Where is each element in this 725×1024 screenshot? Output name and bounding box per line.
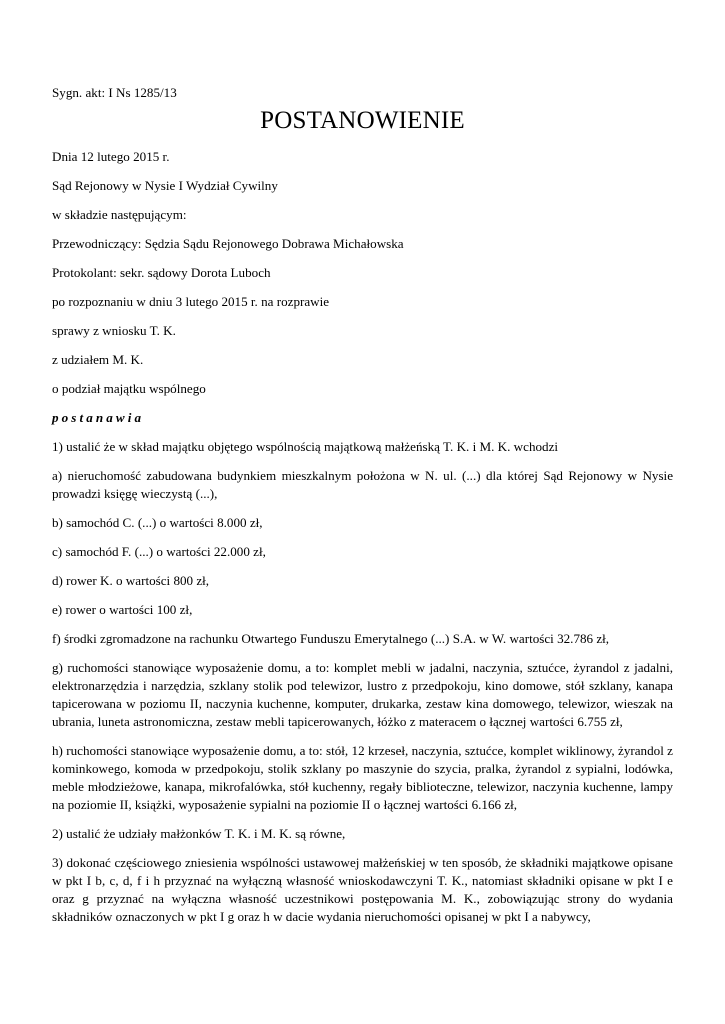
paragraph-1g: g) ruchomości stanowiące wyposażenie domu, a to: komplet mebli w jadalni, naczynia, sztućce, żyrandol z jadalni, elektronarzędzia i narzędzia, szklany stolik pod telewizor, lustro z przedpokoju, kino domowe, stół szklany, kanapa tapicerowana w poziomu II, naczynia kuchenne, komputer, drukarka, zestaw kina domowego, telewizor, wieszak na ubrania, luneta astronomiczna, zestaw mebli tapicerowanych, łóżko z materacem o łącznej wartości 6.755 zł, (52, 660, 673, 729)
presiding-judge: Przewodniczący: Sędzia Sądu Rejonowego Dobrawa Michałowska (52, 236, 404, 251)
court-clerk: Protokolant: sekr. sądowy Dorota Luboch (52, 265, 271, 280)
applicant: sprawy z wniosku T. K. (52, 323, 176, 338)
document-title: POSTANOWIENIE (260, 107, 465, 134)
paragraph-1e: e) rower o wartości 100 zł, (52, 602, 193, 617)
paragraph-1: 1) ustalić że w skład majątku objętego wspólnością majątkową małżeńską T. K. i M. K. wchodzi (52, 439, 559, 454)
paragraph-1a: a) nieruchomość zabudowana budynkiem mieszkalnym położona w N. ul. (...) dla której Sąd Rejonowy w Nysie prowadzi księgę wieczystą (...), (52, 468, 673, 501)
court-name: Sąd Rejonowy w Nysie I Wydział Cywilny (52, 178, 278, 193)
hearing-date: po rozpoznaniu w dniu 3 lutego 2015 r. na rozprawie (52, 294, 330, 309)
paragraph-1d: d) rower K. o wartości 800 zł, (52, 573, 210, 588)
paragraph-3: 3) dokonać częściowego zniesienia wspólności ustawowej małżeńskiej w ten sposób, że składniki majątkowe opisane w pkt I b, c, d, f i h przyznać na wyłączną własność wnioskodawczyni T. K., natomiast składniki opisane w pkt I e oraz g przyznać na wyłączna własność uczestnikowi postępowania M. K., zobowiązując strony do wydania składników oznaczonych w pkt I g oraz h w dacie wydania nieruchomości opisanej w pkt I a nabywcy, (52, 855, 673, 924)
document-page (52, 84, 673, 937)
paragraph-1f: f) środki zgromadzone na rachunku Otwartego Funduszu Emerytalnego (...) S.A. w W. wartości 32.786 zł, (52, 631, 610, 646)
case-number: Sygn. akt: I Ns 1285/13 (52, 85, 177, 100)
composition-label: w składzie następującym: (52, 207, 187, 222)
participant: z udziałem M. K. (52, 352, 144, 367)
paragraph-1h: h) ruchomości stanowiące wyposażenie domu, a to: stół, 12 krzeseł, naczynia, sztućce, komplet wiklinowy, żyrandol z kominkowego, komoda w przedpokoju, stolik szklany po maszynie do szycia, pralka, żyrandol z sypialni, lodówka, meble młodzieżowe, kanapa, mikrofalówka, stół kuchenny, regały biblioteczne, telewizor, naczynia kuchenne, lampy na poziomie II, książki, wyposażenie sypialni na poziomie II o łącznej wartości 6.166 zł, (52, 743, 673, 812)
paragraph-1b: b) samochód C. (...) o wartości 8.000 zł, (52, 515, 263, 530)
paragraph-2: 2) ustalić że udziały małżonków T. K. i M. K. są równe, (52, 826, 346, 841)
date-line: Dnia 12 lutego 2015 r. (52, 149, 170, 164)
case-subject: o podział majątku wspólnego (52, 381, 206, 396)
paragraph-1c: c) samochód F. (...) o wartości 22.000 zł, (52, 544, 266, 559)
decision-heading: postanawia (52, 410, 145, 425)
